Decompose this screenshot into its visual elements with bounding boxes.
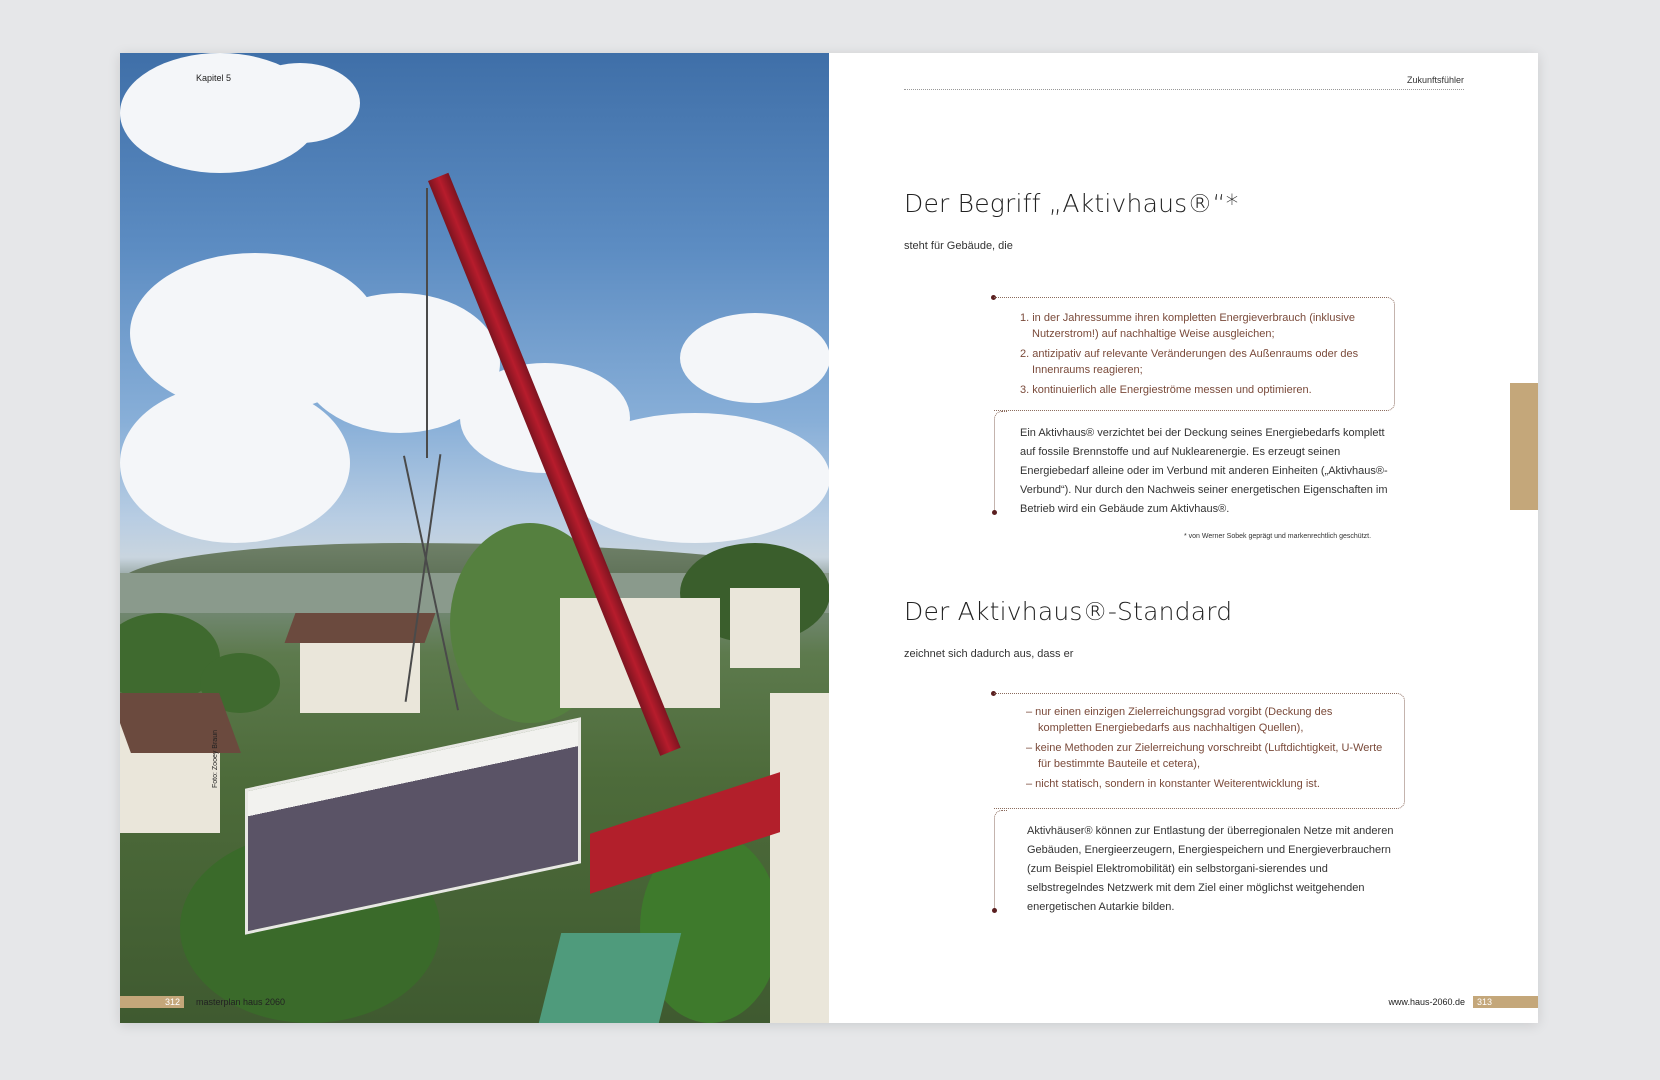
list-item: 2. antizipativ auf relevante Veränderungen des Außenraums oder des Innenraums reagieren; <box>1020 348 1359 376</box>
section1-list <box>1020 310 1380 402</box>
right-footer <box>829 996 1538 1008</box>
section2-paragraph-bracket <box>994 810 1007 911</box>
left-footer <box>120 996 829 1008</box>
running-head-label: Zukunftsfühler <box>1406 75 1464 85</box>
list-item: – nur einen einzigen Zielerreichungsgrad vorgibt (Deckung des kompletten Energiebedarfs aus nachhaltigen Quellen), <box>1026 706 1333 734</box>
list-item: – keine Methoden zur Zielerreichung vorschreibt (Luftdichtigkeit, U-Werte für bestimmte Bauteile et cetera), <box>1026 742 1383 770</box>
list-item: 1. in der Jahressumme ihren kompletten Energieverbrauch (inklusive Nutzerstrom!) auf nachhaltige Weise ausgleichen; <box>1020 312 1356 340</box>
section1-paragraph-bracket <box>994 411 1007 512</box>
running-head <box>904 75 1464 90</box>
section2-list-box <box>994 693 1405 809</box>
list-item: 3. kontinuierlich alle Energieströme messen und optimieren. <box>1020 384 1312 396</box>
section1-subline: steht für Gebäude, die <box>904 240 1013 252</box>
section1-heading: Der Begriff „Aktivhaus®“* <box>904 189 1239 218</box>
page-number-right: 313 <box>1473 996 1538 1008</box>
footnote: * von Werner Sobek geprägt und markenrechtlich geschützt. <box>1184 533 1372 540</box>
section2-paragraph: Aktivhäuser® können zur Entlastung der überregionalen Netze mit anderen Gebäuden, Energieerzeugern, Energiespeichern und Energieverbrauchern (zum Beispiel Elektromobilität) ein selbstorgani-sierendes und selbstregelndes Netzwerk mit dem Ziel einer möglichst weitgehenden energetischen Autarkie bilden. <box>1027 825 1394 913</box>
page-number-left: 312 <box>120 996 184 1008</box>
website-link[interactable]: www.haus-2060.de <box>1388 997 1465 1007</box>
section2-list <box>1026 704 1386 796</box>
text-page <box>829 53 1538 1023</box>
section1-paragraph: Ein Aktivhaus® verzichtet bei der Deckung seines Energiebedarfs komplett auf fossile Brennstoffe und auf Nuklearenergie. Es erzeugt seinen Energiebedarf alleine oder im Verbund mit anderen Einheiten („Aktivhaus®-Verbund“). Nur durch den Nachweis seiner energetischen Eigenschaften im Betrieb wird ein Gebäude zum Aktivhaus®. <box>1020 427 1388 515</box>
photo-page <box>120 53 829 1023</box>
photo-credit: Foto: Zooey Braun <box>212 730 219 788</box>
section2-heading: Der Aktivhaus®-Standard <box>904 597 1233 626</box>
bullet-dot <box>992 510 997 515</box>
chapter-label: Kapitel 5 <box>196 73 232 83</box>
bullet-dot <box>992 908 997 913</box>
chapter-tab-marker <box>1510 383 1538 510</box>
section2-subline: zeichnet sich dadurch aus, dass er <box>904 648 1074 660</box>
list-item: – nicht statisch, sondern in konstanter Weiterentwicklung ist. <box>1026 778 1320 790</box>
footer-title: masterplan haus 2060 <box>196 997 286 1007</box>
section1-list-box <box>994 297 1395 411</box>
book-spread <box>120 53 1538 1023</box>
